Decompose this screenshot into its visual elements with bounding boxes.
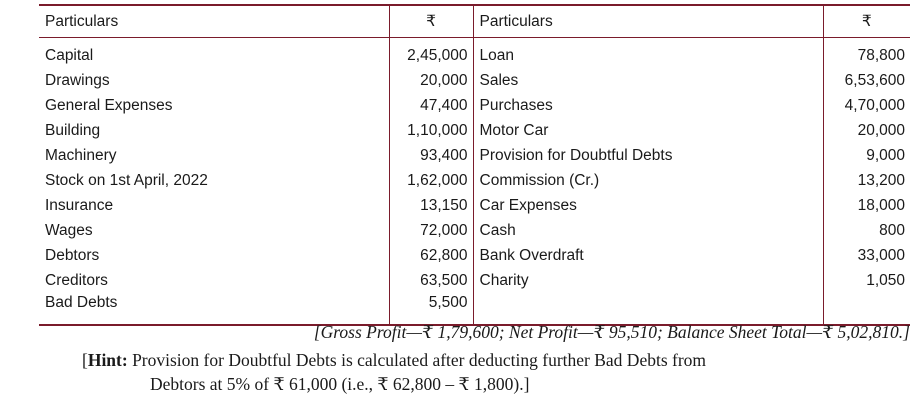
table-row [39, 193, 910, 218]
left-particular: Insurance [45, 196, 114, 214]
table-row [39, 143, 910, 168]
hint-line-1 [82, 348, 912, 372]
right-amount [823, 293, 910, 325]
trial-balance-table [39, 4, 910, 326]
right-amount: 4,70,000 [823, 93, 910, 118]
table-row [39, 218, 910, 243]
table-header-row [39, 5, 910, 38]
table-row [39, 93, 910, 118]
table-row [39, 168, 910, 193]
right-amount: 800 [823, 218, 910, 243]
header-left-amount: ₹ [389, 5, 473, 38]
right-amount: 20,000 [823, 118, 910, 143]
left-particular: General Expenses [45, 96, 173, 114]
right-amount: 33,000 [823, 243, 910, 268]
left-amount: 93,400 [389, 143, 473, 168]
table-row [39, 293, 910, 325]
right-particular: Purchases [473, 93, 823, 118]
right-particular: Loan [473, 38, 823, 69]
right-particular: Provision for Doubtful Debts [473, 143, 823, 168]
right-amount: 9,000 [823, 143, 910, 168]
left-amount: 1,10,000 [389, 118, 473, 143]
left-particular: Drawings [45, 71, 110, 89]
right-particular: Car Expenses [473, 193, 823, 218]
right-particular [473, 293, 823, 325]
table-row [39, 38, 910, 69]
header-right-particulars: Particulars [473, 5, 823, 38]
left-amount: 72,000 [389, 218, 473, 243]
right-particular: Motor Car [473, 118, 823, 143]
right-particular: Commission (Cr.) [473, 168, 823, 193]
left-amount: 5,500 [389, 293, 473, 325]
left-particular: Machinery [45, 146, 117, 164]
left-amount: 62,800 [389, 243, 473, 268]
hint-open-bracket: [ [82, 350, 88, 370]
left-amount: 20,000 [389, 68, 473, 93]
right-amount: 18,000 [823, 193, 910, 218]
left-amount: 13,150 [389, 193, 473, 218]
left-amount: 2,45,000 [389, 38, 473, 69]
left-particular: Debtors [45, 246, 100, 264]
table-row [39, 268, 910, 293]
header-right-amount: ₹ [823, 5, 910, 38]
header-left-particulars: Particulars [39, 5, 389, 38]
hint-label: Hint: [87, 350, 128, 370]
answer-text: [Gross Profit—₹ 1,79,600; Net Profit—₹ 95,510; Balance Sheet Total—₹ 5,02,810.] [313, 322, 910, 342]
left-particular: Creditors [45, 271, 108, 289]
table-row [39, 68, 910, 93]
right-amount: 6,53,600 [823, 68, 910, 93]
left-amount: 47,400 [389, 93, 473, 118]
left-particular: Capital [45, 46, 94, 64]
answer-line [314, 322, 910, 343]
table-row [39, 118, 910, 143]
right-amount: 78,800 [823, 38, 910, 69]
right-particular: Sales [473, 68, 823, 93]
left-particular: Building [45, 121, 101, 139]
left-particular: Bad Debts [45, 294, 118, 311]
right-particular: Charity [473, 268, 823, 293]
left-amount: 63,500 [389, 268, 473, 293]
left-amount: 1,62,000 [389, 168, 473, 193]
table-row [39, 243, 910, 268]
hint-line-2: Debtors at 5% of ₹ 61,000 (i.e., ₹ 62,800 – ₹ 1,800).] [150, 374, 530, 394]
left-particular: Stock on 1st April, 2022 [45, 171, 208, 189]
left-particular: Wages [45, 221, 93, 239]
right-amount: 13,200 [823, 168, 910, 193]
right-amount: 1,050 [823, 268, 910, 293]
hint-text-line-1: Provision for Doubtful Debts is calculated after deducting further Bad Debts from [132, 350, 707, 370]
right-particular: Bank Overdraft [473, 243, 823, 268]
hint-block [82, 348, 912, 396]
right-particular: Cash [473, 218, 823, 243]
